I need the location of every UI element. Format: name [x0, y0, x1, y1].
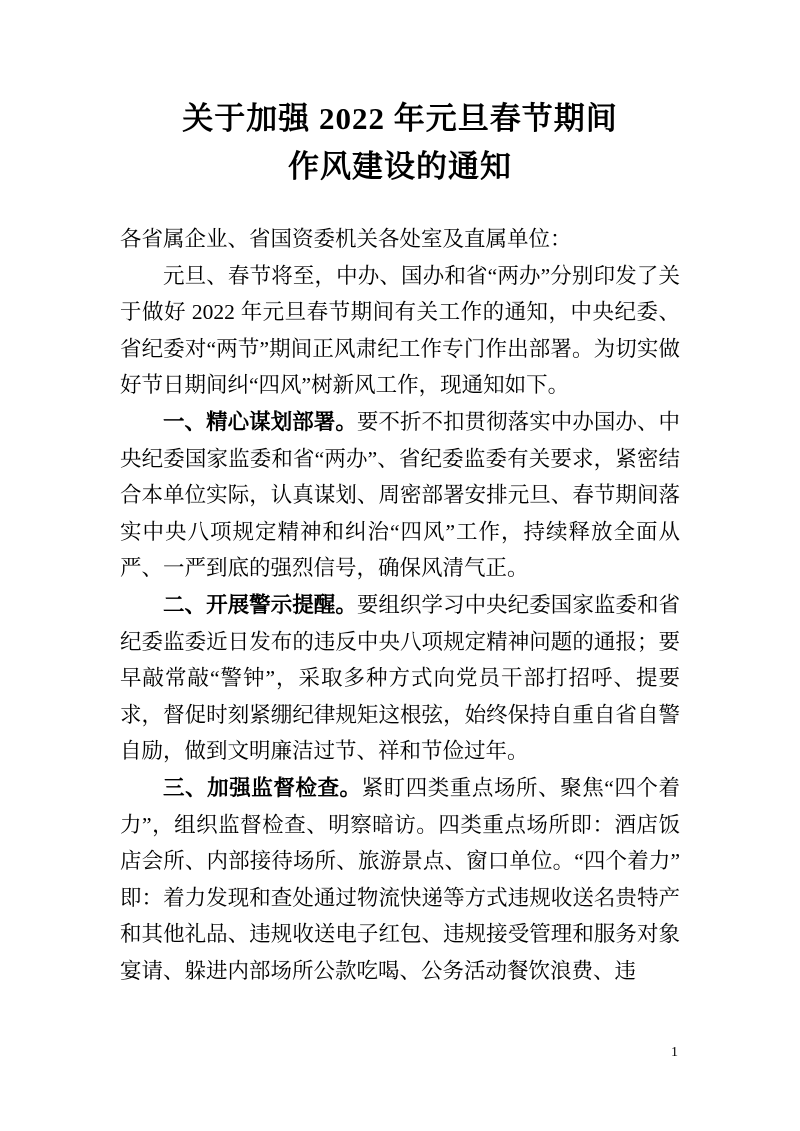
paragraph-item-1 — [120, 404, 680, 587]
document-title-line1: 关于加强 2022 年元旦春节期间 — [182, 101, 618, 136]
paragraph-item-3 — [120, 770, 680, 990]
page-number: 1 — [671, 1045, 678, 1060]
item3-body: 紧盯四类重点场所、聚焦“四个着力”，组织监督检查、明察暗访。四类重点场所即：酒店饭店会所、内部接待场所、旅游景点、窗口单位。“四个着力”即：着力发现和查处通过物流快递等方式违规收送名贵特产和其他礼品、违规收送电子红包、违规接受管理和服务对象宴请、躲进内部场所公款吃喝、公务活动餐饮浪费、违 — [120, 775, 680, 983]
document-title-line2: 作风建设的通知 — [288, 149, 512, 184]
item2-heading: 二、开展警示提醒。 — [163, 592, 357, 617]
item2-body: 要组织学习中央纪委国家监委和省纪委监委近日发布的违反中央八项规定精神问题的通报；要早敲常敲“警钟”，采取多种方式向党员干部打招呼、提要求，督促时刻紧绷纪律规矩这根弦，始终保持自重自省自警自励，做到文明廉洁过节、祥和节俭过年。 — [120, 592, 680, 764]
item1-body: 要不折不扣贯彻落实中办国办、中央纪委国家监委和省“两办”、省纪委监委有关要求，紧密结合本单位实际，认真谋划、周密部署安排元旦、春节期间落实中央八项规定精神和纠治“四风”工作，持续释放全面从严、一严到底的强烈信号，确保风清气正。 — [120, 409, 680, 581]
salutation: 各省属企业、省国资委机关各处室及直属单位： — [120, 227, 572, 251]
paragraph-item-2 — [120, 587, 680, 770]
item3-heading: 三、加强监督检查。 — [163, 775, 362, 800]
paragraph-intro: 元旦、春节将至，中办、国办和省“两办”分别印发了关于做好 2022 年元旦春节期间有关工作的通知，中央纪委、省纪委对“两节”期间正风肃纪工作专门作出部署。为切实做好节日期间纠“四风”树新风工作，现通知如下。 — [120, 263, 680, 398]
item1-heading: 一、精心谋划部署。 — [163, 409, 357, 434]
document-body — [120, 221, 680, 989]
document-title — [60, 95, 740, 191]
